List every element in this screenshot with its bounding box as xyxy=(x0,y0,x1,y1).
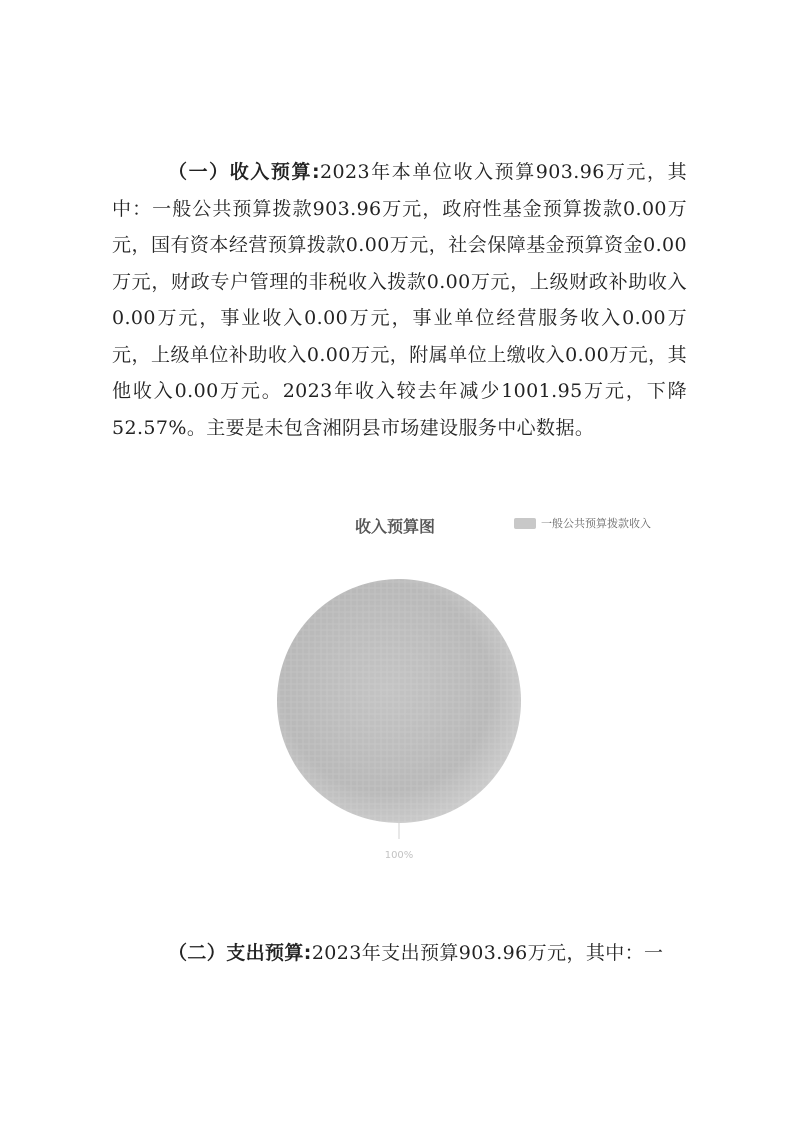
pie-slices xyxy=(277,579,521,839)
legend-swatch xyxy=(514,518,536,529)
chart-title: 收入预算图 xyxy=(355,517,436,536)
legend-label: 一般公共预算拨款收入 xyxy=(541,517,651,530)
income-budget-text: 2023年本单位收入预算903.96万元，其中：一般公共预算拨款903.96万元，政府性基金预算拨款0.00万元，国有资本经营预算拨款0.00万元，社会保障基金预算资金0.00万元，财政专户管理的非税收入拨款0.00万元，上级财政补助收入0.00万元，事业收入0.00万元，事业单位经营服务收入0.00万元，上级单位补助收入0.00万元，附属单位上缴收入0.00万元，其他收入0.00万元。2023年收入较去年减少1001.95万元，下降52.57%。主要是未包含湘阴县市场建设服务中心数据。 xyxy=(112,161,687,439)
income-budget-paragraph xyxy=(112,154,687,446)
chart-legend xyxy=(514,515,651,531)
expenditure-budget-text: 2023年支出预算903.96万元，其中：一 xyxy=(311,942,664,964)
pie-data-label: 100% xyxy=(384,850,414,861)
income-budget-heading: （一）收入预算: xyxy=(168,161,321,183)
expenditure-budget-heading: （二）支出预算: xyxy=(168,942,312,964)
pie-slice-texture xyxy=(277,579,521,823)
expenditure-budget-paragraph xyxy=(112,935,687,972)
pie-chart xyxy=(240,555,540,875)
